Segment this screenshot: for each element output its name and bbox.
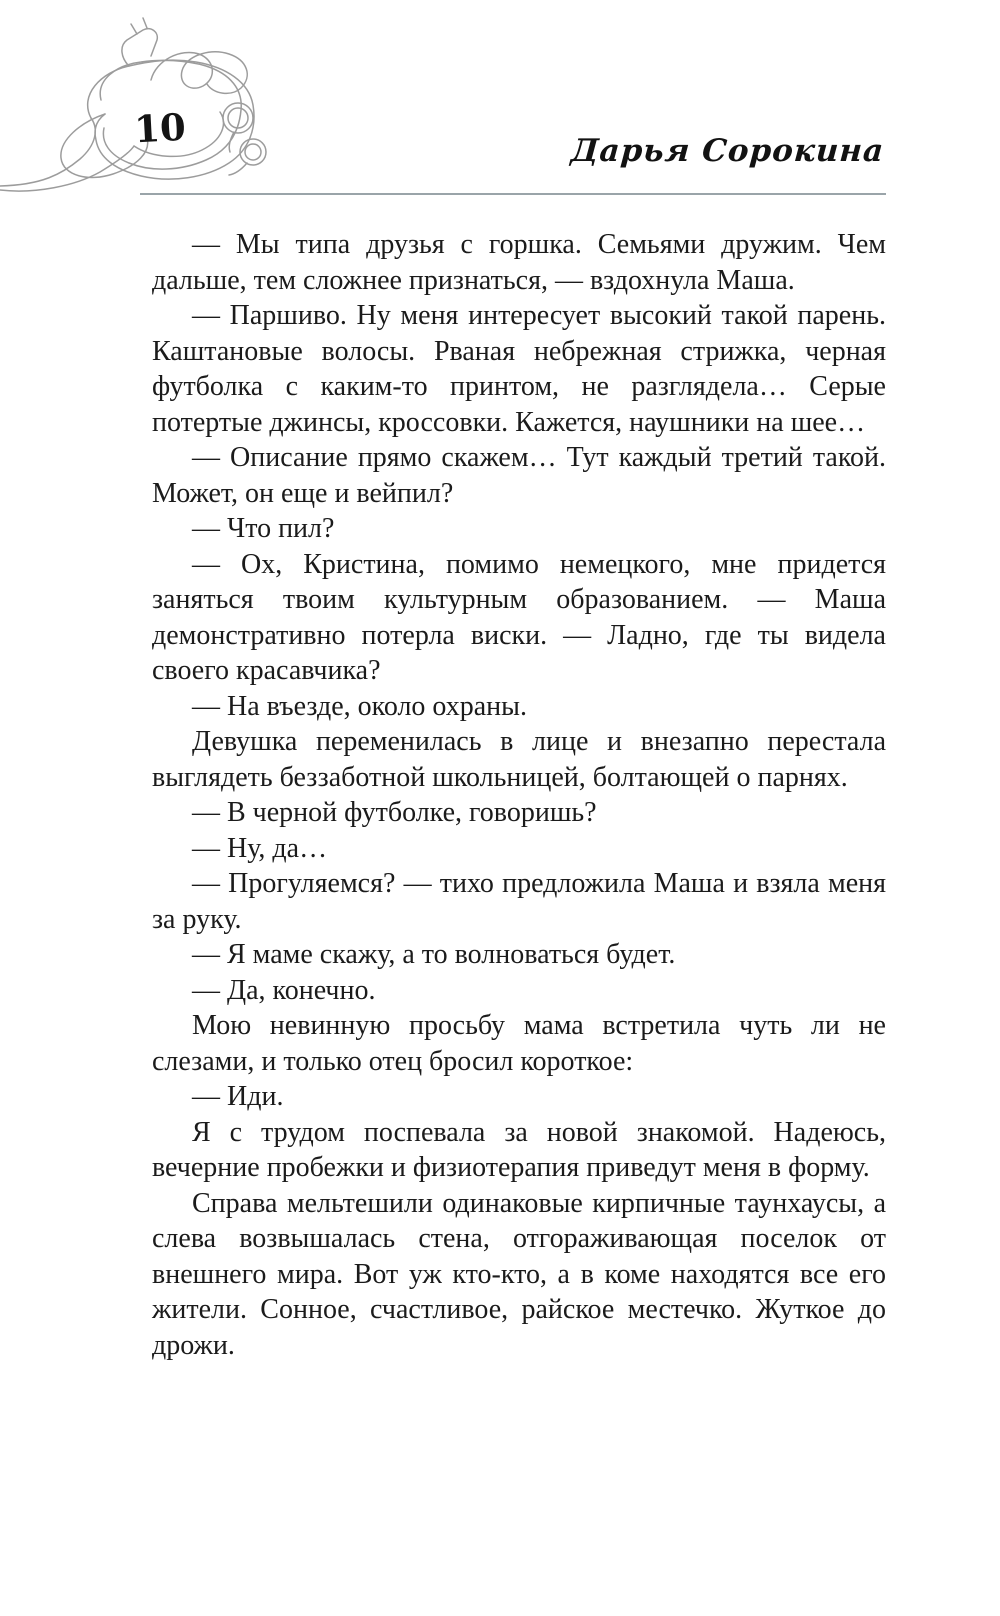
body-text: [152, 227, 886, 1363]
paragraph: — Я маме скажу, а то волноваться будет.: [192, 939, 676, 970]
paragraph: — Мы типа друзья с горшка. Семьями дружим. Чем дальше, тем сложнее признаться, — вздохнула Маша.: [152, 229, 886, 296]
paragraph: Девушка переменилась в лице и внезапно перестала выглядеть беззаботной школьницей, болтающей о парнях.: [152, 726, 886, 793]
paragraph: — Да, конечно.: [192, 974, 376, 1006]
paragraph: — Ох, Кристина, помимо немецкого, мне придется заняться твоим культурным образованием. — Маша демонстративно потерла виски. — Ладно, где ты видела своего красавчика?: [152, 548, 886, 686]
page-number: 10: [133, 104, 187, 152]
author-header: Дарья Сорокина: [569, 133, 886, 169]
paragraph: Справа мельтешили одинаковые кирпичные таунхаусы, а слева возвышалась стена, отгораживающая поселок от внешнего мира. Вот уж кто-кто, а в коме находятся все его жители. Сонное, счастливое, райское местечко. Жуткое до дрожи.: [152, 1187, 886, 1361]
paragraph: — Паршиво. Ну меня интересует высокий такой парень. Каштановые волосы. Рваная небрежная стрижка, черная футболка с каким-то принтом, не разглядела… Серые потертые джинсы, кроссовки. Кажется, наушники на шее…: [152, 300, 886, 438]
paragraph: — На въезде, около охраны.: [192, 690, 527, 722]
paragraph: — Что пил?: [192, 513, 335, 544]
paragraph: Мою невинную просьбу мама встретила чуть ли не слезами, и только отец бросил короткое:: [152, 1010, 886, 1077]
paragraph: — Прогуляемся? — тихо предложила Маша и взяла меня за руку.: [152, 868, 886, 935]
paragraph: — Описание прямо скажем… Тут каждый третий такой. Может, он еще и вейпил?: [152, 442, 886, 509]
earphone-wire-lines: [0, 18, 266, 191]
paragraph: — Иди.: [192, 1081, 284, 1112]
paragraph: Я с трудом поспевала за новой знакомой. Надеюсь, вечерние пробежки и физиотерапия приведут меня в форму.: [152, 1116, 886, 1183]
paragraph: — Ну, да…: [192, 832, 328, 864]
paragraph: — В черной футболке, говоришь?: [192, 797, 597, 828]
